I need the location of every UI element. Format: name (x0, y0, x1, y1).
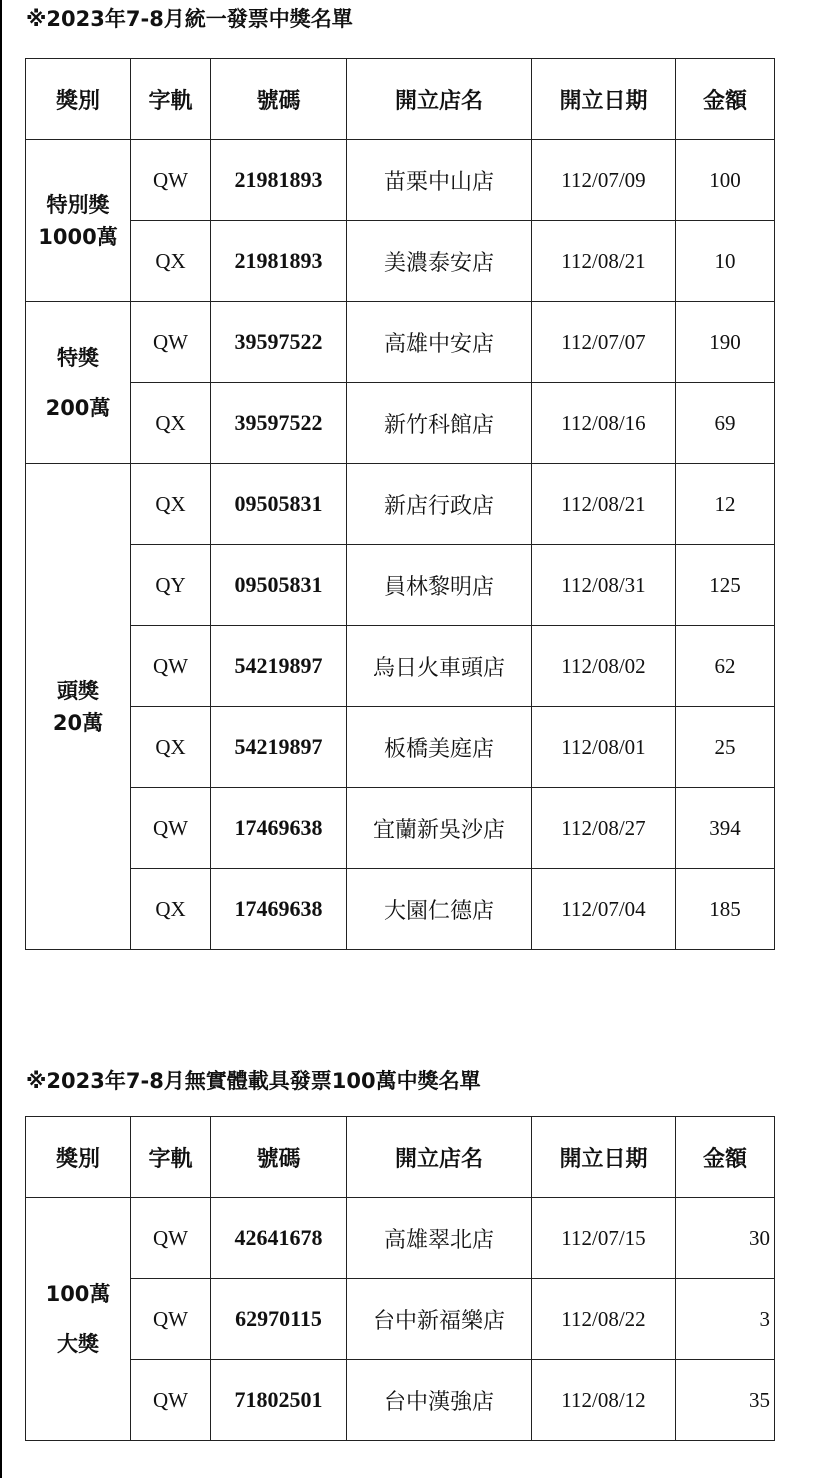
table-row (26, 626, 775, 707)
store-cell: 員林黎明店 (347, 545, 532, 626)
date-cell: 112/07/07 (532, 302, 676, 383)
number-cell: 39597522 (211, 302, 347, 383)
amount-cell: 185 (676, 869, 775, 950)
date-cell: 112/08/27 (532, 788, 676, 869)
track-cell: QX (131, 464, 211, 545)
date-cell: 112/07/09 (532, 140, 676, 221)
table-header-row (26, 1117, 775, 1198)
header-date: 開立日期 (532, 1117, 676, 1198)
store-cell: 台中新福樂店 (347, 1279, 532, 1360)
prize-amount: 1000萬 (38, 224, 118, 249)
header-amount: 金額 (676, 1117, 775, 1198)
table-row (26, 1198, 775, 1279)
table-row (26, 707, 775, 788)
prize-name: 特獎 (57, 345, 99, 370)
prize-cell-special (26, 140, 131, 302)
track-cell: QY (131, 545, 211, 626)
date-cell: 112/08/01 (532, 707, 676, 788)
prize-name: 大獎 (57, 1332, 99, 1356)
header-number: 號碼 (211, 59, 347, 140)
store-cell: 台中漢強店 (347, 1360, 532, 1441)
store-cell: 高雄中安店 (347, 302, 532, 383)
number-cell: 17469638 (211, 788, 347, 869)
table-row (26, 221, 775, 302)
e-invoice-winners-table (25, 1116, 775, 1441)
prize-amount: 200萬 (45, 395, 111, 420)
invoice-winners-table (25, 58, 775, 950)
number-cell: 54219897 (211, 626, 347, 707)
amount-cell: 190 (676, 302, 775, 383)
number-cell: 21981893 (211, 221, 347, 302)
table-row (26, 302, 775, 383)
table-row (26, 1279, 775, 1360)
table-header-row (26, 59, 775, 140)
header-store: 開立店名 (347, 59, 532, 140)
number-cell: 39597522 (211, 383, 347, 464)
store-cell: 大園仁德店 (347, 869, 532, 950)
store-cell: 苗栗中山店 (347, 140, 532, 221)
number-cell: 21981893 (211, 140, 347, 221)
table-row (26, 788, 775, 869)
date-cell: 112/07/15 (532, 1198, 676, 1279)
date-cell: 112/08/22 (532, 1279, 676, 1360)
header-track: 字軌 (131, 59, 211, 140)
prize-amount: 20萬 (52, 710, 104, 735)
header-store: 開立店名 (347, 1117, 532, 1198)
date-cell: 112/08/16 (532, 383, 676, 464)
table-row (26, 1360, 775, 1441)
track-cell: QW (131, 302, 211, 383)
table1-title: ※2023年7-8月統一發票中獎名單 (26, 7, 353, 31)
store-cell: 板橋美庭店 (347, 707, 532, 788)
left-border-line (0, 0, 2, 1478)
amount-cell: 10 (676, 221, 775, 302)
prize-name: 頭獎 (57, 678, 99, 703)
track-cell: QX (131, 707, 211, 788)
header-track: 字軌 (131, 1117, 211, 1198)
date-cell: 112/08/21 (532, 464, 676, 545)
prize-amount: 100萬 (45, 1282, 111, 1306)
header-prize: 獎別 (26, 1117, 131, 1198)
number-cell: 17469638 (211, 869, 347, 950)
amount-cell: 125 (676, 545, 775, 626)
table-row (26, 869, 775, 950)
number-cell: 54219897 (211, 707, 347, 788)
date-cell: 112/08/02 (532, 626, 676, 707)
header-date: 開立日期 (532, 59, 676, 140)
prize-cell-million (26, 1198, 131, 1441)
table-row (26, 383, 775, 464)
track-cell: QX (131, 383, 211, 464)
store-cell: 高雄翠北店 (347, 1198, 532, 1279)
store-cell: 烏日火車頭店 (347, 626, 532, 707)
store-cell: 美濃泰安店 (347, 221, 532, 302)
number-cell: 62970115 (211, 1279, 347, 1360)
header-prize: 獎別 (26, 59, 131, 140)
number-cell: 09505831 (211, 545, 347, 626)
amount-cell: 394 (676, 788, 775, 869)
amount-cell: 3 (676, 1279, 775, 1360)
track-cell: QW (131, 140, 211, 221)
store-cell: 宜蘭新吳沙店 (347, 788, 532, 869)
prize-cell-grand (26, 302, 131, 464)
store-cell: 新竹科館店 (347, 383, 532, 464)
header-number: 號碼 (211, 1117, 347, 1198)
date-cell: 112/08/21 (532, 221, 676, 302)
amount-cell: 100 (676, 140, 775, 221)
table2-title: ※2023年7-8月無實體載具發票100萬中獎名單 (26, 1069, 481, 1093)
prize-cell-first (26, 464, 131, 950)
store-cell: 新店行政店 (347, 464, 532, 545)
track-cell: QX (131, 221, 211, 302)
track-cell: QW (131, 626, 211, 707)
table-row (26, 464, 775, 545)
date-cell: 112/07/04 (532, 869, 676, 950)
date-cell: 112/08/12 (532, 1360, 676, 1441)
header-amount: 金額 (676, 59, 775, 140)
track-cell: QX (131, 869, 211, 950)
number-cell: 71802501 (211, 1360, 347, 1441)
number-cell: 09505831 (211, 464, 347, 545)
track-cell: QW (131, 1279, 211, 1360)
track-cell: QW (131, 1198, 211, 1279)
table-row (26, 140, 775, 221)
amount-cell: 35 (676, 1360, 775, 1441)
track-cell: QW (131, 788, 211, 869)
table-row (26, 545, 775, 626)
amount-cell: 12 (676, 464, 775, 545)
track-cell: QW (131, 1360, 211, 1441)
date-cell: 112/08/31 (532, 545, 676, 626)
amount-cell: 62 (676, 626, 775, 707)
amount-cell: 30 (676, 1198, 775, 1279)
amount-cell: 69 (676, 383, 775, 464)
amount-cell: 25 (676, 707, 775, 788)
number-cell: 42641678 (211, 1198, 347, 1279)
prize-name: 特別獎 (46, 192, 110, 217)
